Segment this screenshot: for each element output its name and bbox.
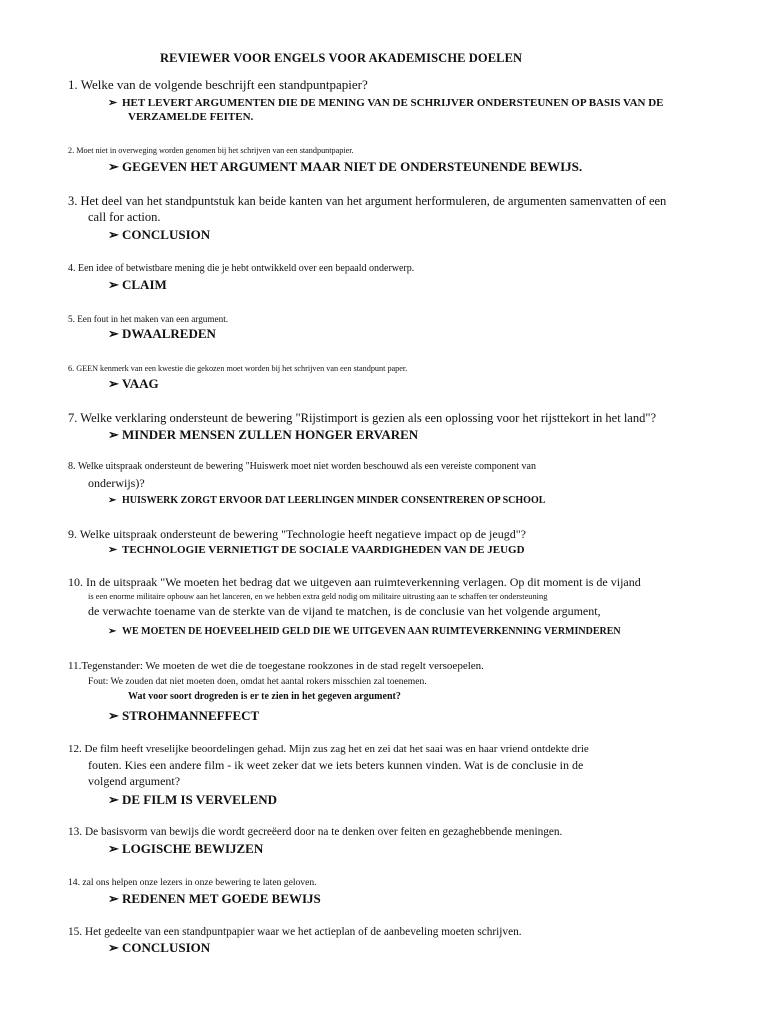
question-15: [68, 924, 766, 940]
arrow-icon: ➢: [108, 326, 119, 341]
answer-5: [108, 326, 216, 342]
question-4: [68, 261, 766, 277]
question-text-continued: de verwachte toename van de sterkte van de vijand te matchen, is de conclusie van het volgende argument,: [88, 604, 601, 618]
answer-14: [108, 891, 321, 907]
answer-text: STROHMANNEFFECT: [122, 708, 260, 723]
arrow-icon: ➢: [108, 626, 117, 637]
answer-text: REDENEN MET GOEDE BEWIJS: [122, 891, 321, 906]
answer-15: [108, 940, 210, 956]
answer-2: [108, 159, 582, 175]
question-8: [68, 459, 766, 491]
answer-11: [108, 708, 259, 724]
question-11-prompt: Wat voor soort drogreden is er te zien in het gegeven argument?: [128, 691, 401, 702]
question-text: 5. Een fout in het maken van een argument.: [68, 314, 229, 324]
arrow-icon: ➢: [108, 227, 119, 242]
question-text: 4. Een idee of betwistbare mening die je hebt ontwikkeld over een bepaald onderwerp.: [68, 263, 415, 274]
question-10: [68, 574, 766, 619]
arrow-icon: ➢: [108, 495, 117, 506]
question-7: [68, 410, 766, 426]
question-text-continued: Fout: We zouden dat niet moeten doen, omdat het aantal rokers misschien zal toenemen.: [88, 676, 427, 687]
arrow-icon: ➢: [108, 277, 119, 292]
arrow-icon: ➢: [108, 841, 119, 856]
arrow-icon: ➢: [108, 97, 118, 109]
answer-7: [108, 427, 418, 443]
answer-8: [108, 495, 545, 506]
question-text: 2. Moet niet in overweging worden genomen bij het schrijven van een standpuntpapier.: [68, 146, 354, 155]
answer-1: [108, 96, 664, 109]
answer-text: CONCLUSION: [122, 227, 211, 242]
answer-text: LOGISCHE BEWIJZEN: [122, 841, 264, 856]
question-text-continued: onderwijs)?: [88, 476, 145, 490]
question-text: 12. De film heeft vreselijke beoordelingen gehad. Mijn zus zag het en zei dat het saai was en haar vriend ontdekte drie: [68, 743, 589, 755]
arrow-icon: ➢: [108, 544, 118, 556]
answer-text: DE FILM IS VERVELEND: [122, 792, 277, 807]
question-3: [68, 193, 766, 225]
answer-text: WE MOETEN DE HOEVEELHEID GELD DIE WE UITGEVEN AAN RUIMTEVERKENNING VERMINDEREN: [122, 626, 621, 637]
question-text: 6. GEEN kenmerk van een kwestie die gekozen moet worden bij het schrijven van een standpunt paper.: [68, 364, 408, 373]
arrow-icon: ➢: [108, 891, 119, 906]
answer-text: MINDER MENSEN ZULLEN HONGER ERVAREN: [122, 427, 419, 442]
answer-12: [108, 792, 277, 808]
answer-text: VAAG: [122, 376, 159, 391]
document-title: REVIEWER VOOR ENGELS VOOR AKADEMISCHE DOELEN: [160, 51, 523, 65]
question-text-continued: volgend argument?: [88, 774, 181, 788]
arrow-icon: ➢: [108, 940, 119, 955]
question-text-continued: is een enorme militaire opbouw aan het lanceren, en we hebben extra geld nodig om militaire uitrusting aan te schaffen ter ondersteuning: [88, 592, 548, 601]
answer-3: [108, 227, 210, 243]
arrow-icon: ➢: [108, 708, 119, 723]
question-9: [68, 526, 766, 542]
question-2: [68, 143, 766, 159]
question-text: 3. Het deel van het standpuntstuk kan beide kanten van het argument herformuleren, de argumenten samenvatten of een: [68, 194, 667, 208]
question-1: [68, 77, 766, 93]
answer-6: [108, 376, 159, 392]
question-13: [68, 824, 766, 840]
question-text: 9. Welke uitspraak ondersteunt de bewering "Technologie heeft negatieve impact op de jeugd"?: [68, 527, 526, 541]
answer-text: CLAIM: [122, 277, 167, 292]
answer-text: CONCLUSION: [122, 940, 211, 955]
question-text: 10. In de uitspraak "We moeten het bedrag dat we uitgeven aan ruimteverkenning verlagen. Op dit moment is de vijand: [68, 575, 641, 589]
question-text-continued: fouten. Kies een andere film - ik weet zeker dat we iets beters kunnen vinden. Wat is de conclusie in de: [88, 758, 584, 772]
answer-text: DWAALREDEN: [122, 326, 216, 341]
question-5: [68, 311, 766, 327]
question-text: 14. zal ons helpen onze lezers in onze bewering te laten geloven.: [68, 877, 317, 888]
question-text: 11.Tegenstander: We moeten de wet die de toegestane rookzones in de stad regelt versoepelen.: [68, 660, 484, 672]
question-text: 7. Welke verklaring ondersteunt de bewering "Rijstimport is gezien als een oplossing voor het rijsttekort in het land"?: [68, 411, 657, 425]
answer-text: GEGEVEN HET ARGUMENT MAAR NIET DE ONDERSTEUNENDE BEWIJS.: [122, 159, 583, 174]
question-11: [68, 658, 766, 690]
answer-4: [108, 277, 167, 293]
answer-1-continued: VERZAMELDE FEITEN.: [128, 111, 254, 123]
question-text: 15. Het gedeelte van een standpuntpapier waar we het actieplan of de aanbeveling moeten schrijven.: [68, 926, 522, 938]
answer-text: HUISWERK ZORGT ERVOOR DAT LEERLINGEN MINDER CONSENTREREN OP SCHOOL: [122, 495, 546, 506]
question-text: 8. Welke uitspraak ondersteunt de bewering "Huiswerk moet niet worden beschouwd als een vereiste component van: [68, 461, 536, 472]
arrow-icon: ➢: [108, 427, 119, 442]
answer-10: [108, 626, 621, 637]
answer-text: TECHNOLOGIE VERNIETIGT DE SOCIALE VAARDIGHEDEN VAN DE JEUGD: [122, 544, 525, 556]
arrow-icon: ➢: [108, 159, 119, 174]
question-text: 1. Welke van de volgende beschrijft een standpuntpapier?: [68, 77, 368, 92]
question-6: [68, 361, 766, 377]
question-12: [68, 741, 766, 789]
question-text-continued: call for action.: [88, 210, 161, 224]
question-14: [68, 875, 766, 891]
question-text: 13. De basisvorm van bewijs die wordt gecreëerd door na te denken over feiten en gezaghebbende meningen.: [68, 826, 563, 838]
answer-text: HET LEVERT ARGUMENTEN DIE DE MENING VAN DE SCHRIJVER ONDERSTEUNEN OP BASIS VAN DE: [122, 97, 664, 109]
arrow-icon: ➢: [108, 376, 119, 391]
arrow-icon: ➢: [108, 792, 119, 807]
answer-13: [108, 841, 263, 857]
answer-9: [108, 543, 525, 556]
